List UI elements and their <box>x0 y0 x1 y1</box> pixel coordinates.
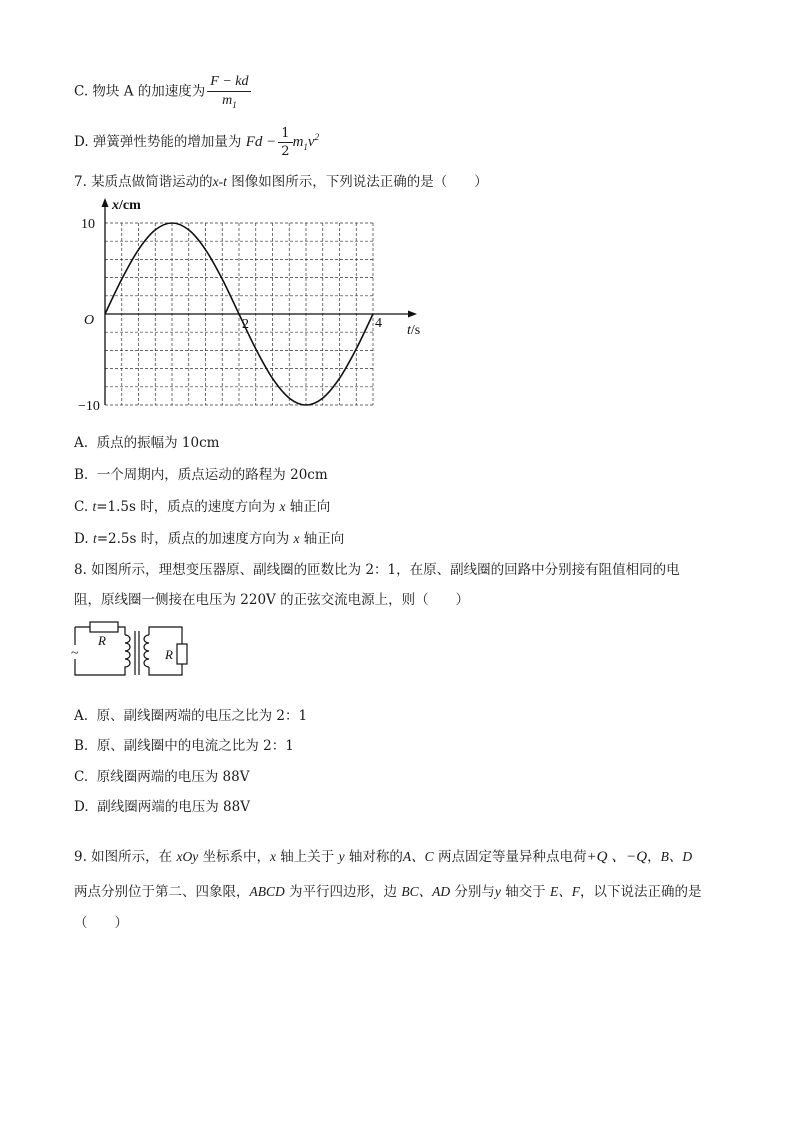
xt-graph <box>76 192 436 417</box>
x-tick-label: 4 <box>375 316 382 331</box>
x-axis-arrow <box>408 311 417 318</box>
q8-option-b: B. 原、副线圈中的电流之比为 2：1 <box>74 738 294 754</box>
y-tick-label: 10 <box>81 217 95 232</box>
question-7-stem: 7. 某质点做简谐运动的x-t 图像如图所示，下列说法正确的是（ ） <box>74 174 488 190</box>
question-9-line-2: 两点分别位于第二、四象限，ABCD 为平行四边形，边 BC、AD 分别与y 轴交于 E、F，以下说法正确的是 <box>74 884 702 900</box>
primary-r-label: R <box>98 633 106 648</box>
q8-option-c: C. 原线圈两端的电压为 88V <box>74 769 250 785</box>
origin-label: O <box>84 313 95 328</box>
q7-option-d: D. t=2.5s 时，质点的加速度方向为 x 轴正向 <box>74 531 345 547</box>
fraction-denominator: $m_1$ <box>222 93 237 110</box>
q7-option-b: B. 一个周期内，质点运动的路程为 20cm <box>74 467 328 483</box>
energy-term-1: Fd − <box>245 134 277 150</box>
primary-coil <box>125 635 130 669</box>
y-axis-label: x/cm <box>112 198 141 213</box>
q8-option-d: D. 副线圈两端的电压为 88V <box>74 799 250 815</box>
secondary-resistor <box>177 644 187 664</box>
half-fraction: $\frac{1}{2}$ <box>278 126 292 159</box>
source-symbol: ~ <box>71 646 79 661</box>
option-c <box>74 74 251 110</box>
transformer-circuit <box>70 617 195 687</box>
energy-term-2: $m_1v^2$ <box>292 132 320 152</box>
question-9-line-1: 9. 如图所示，在 xOy 坐标系中，x 轴上关于 y 轴对称的A、C 两点固定等量异种点电荷+Q 、−Q，B、D <box>74 849 693 865</box>
primary-resistor <box>90 622 118 632</box>
question-8-stem-2: 阻，原线圈一侧接在电压为 220V 的正弦交流电源上，则（ ） <box>74 592 470 608</box>
x-tick-label: 2 <box>242 317 249 332</box>
question-9-line-3: （ ） <box>74 915 128 931</box>
fraction-numerator: F − kd <box>207 74 251 92</box>
q7-option-c: C. t=1.5s 时，质点的速度方向为 x 轴正向 <box>74 499 331 515</box>
q8-option-a: A. 原、副线圈两端的电压之比为 2：1 <box>74 708 308 724</box>
option-d <box>74 126 319 159</box>
question-8-stem-1: 8. 如图所示，理想变压器原、副线圈的匝数比为 2：1，在原、副线圈的回路中分别接有阻值相同的电 <box>74 562 680 578</box>
secondary-r-label: R <box>165 647 173 662</box>
option-c-text: C. 物块 A 的加速度为 <box>74 83 206 100</box>
y-tick-label: −10 <box>78 399 100 414</box>
secondary-coil <box>144 635 149 667</box>
option-d-text: D. 弹簧弹性势能的增加量为 <box>74 134 242 150</box>
acceleration-fraction <box>207 74 251 110</box>
x-axis-label: t/s <box>407 323 421 338</box>
y-axis-arrow <box>102 198 109 207</box>
q7-option-a: A. 质点的振幅为 10cm <box>74 435 220 451</box>
